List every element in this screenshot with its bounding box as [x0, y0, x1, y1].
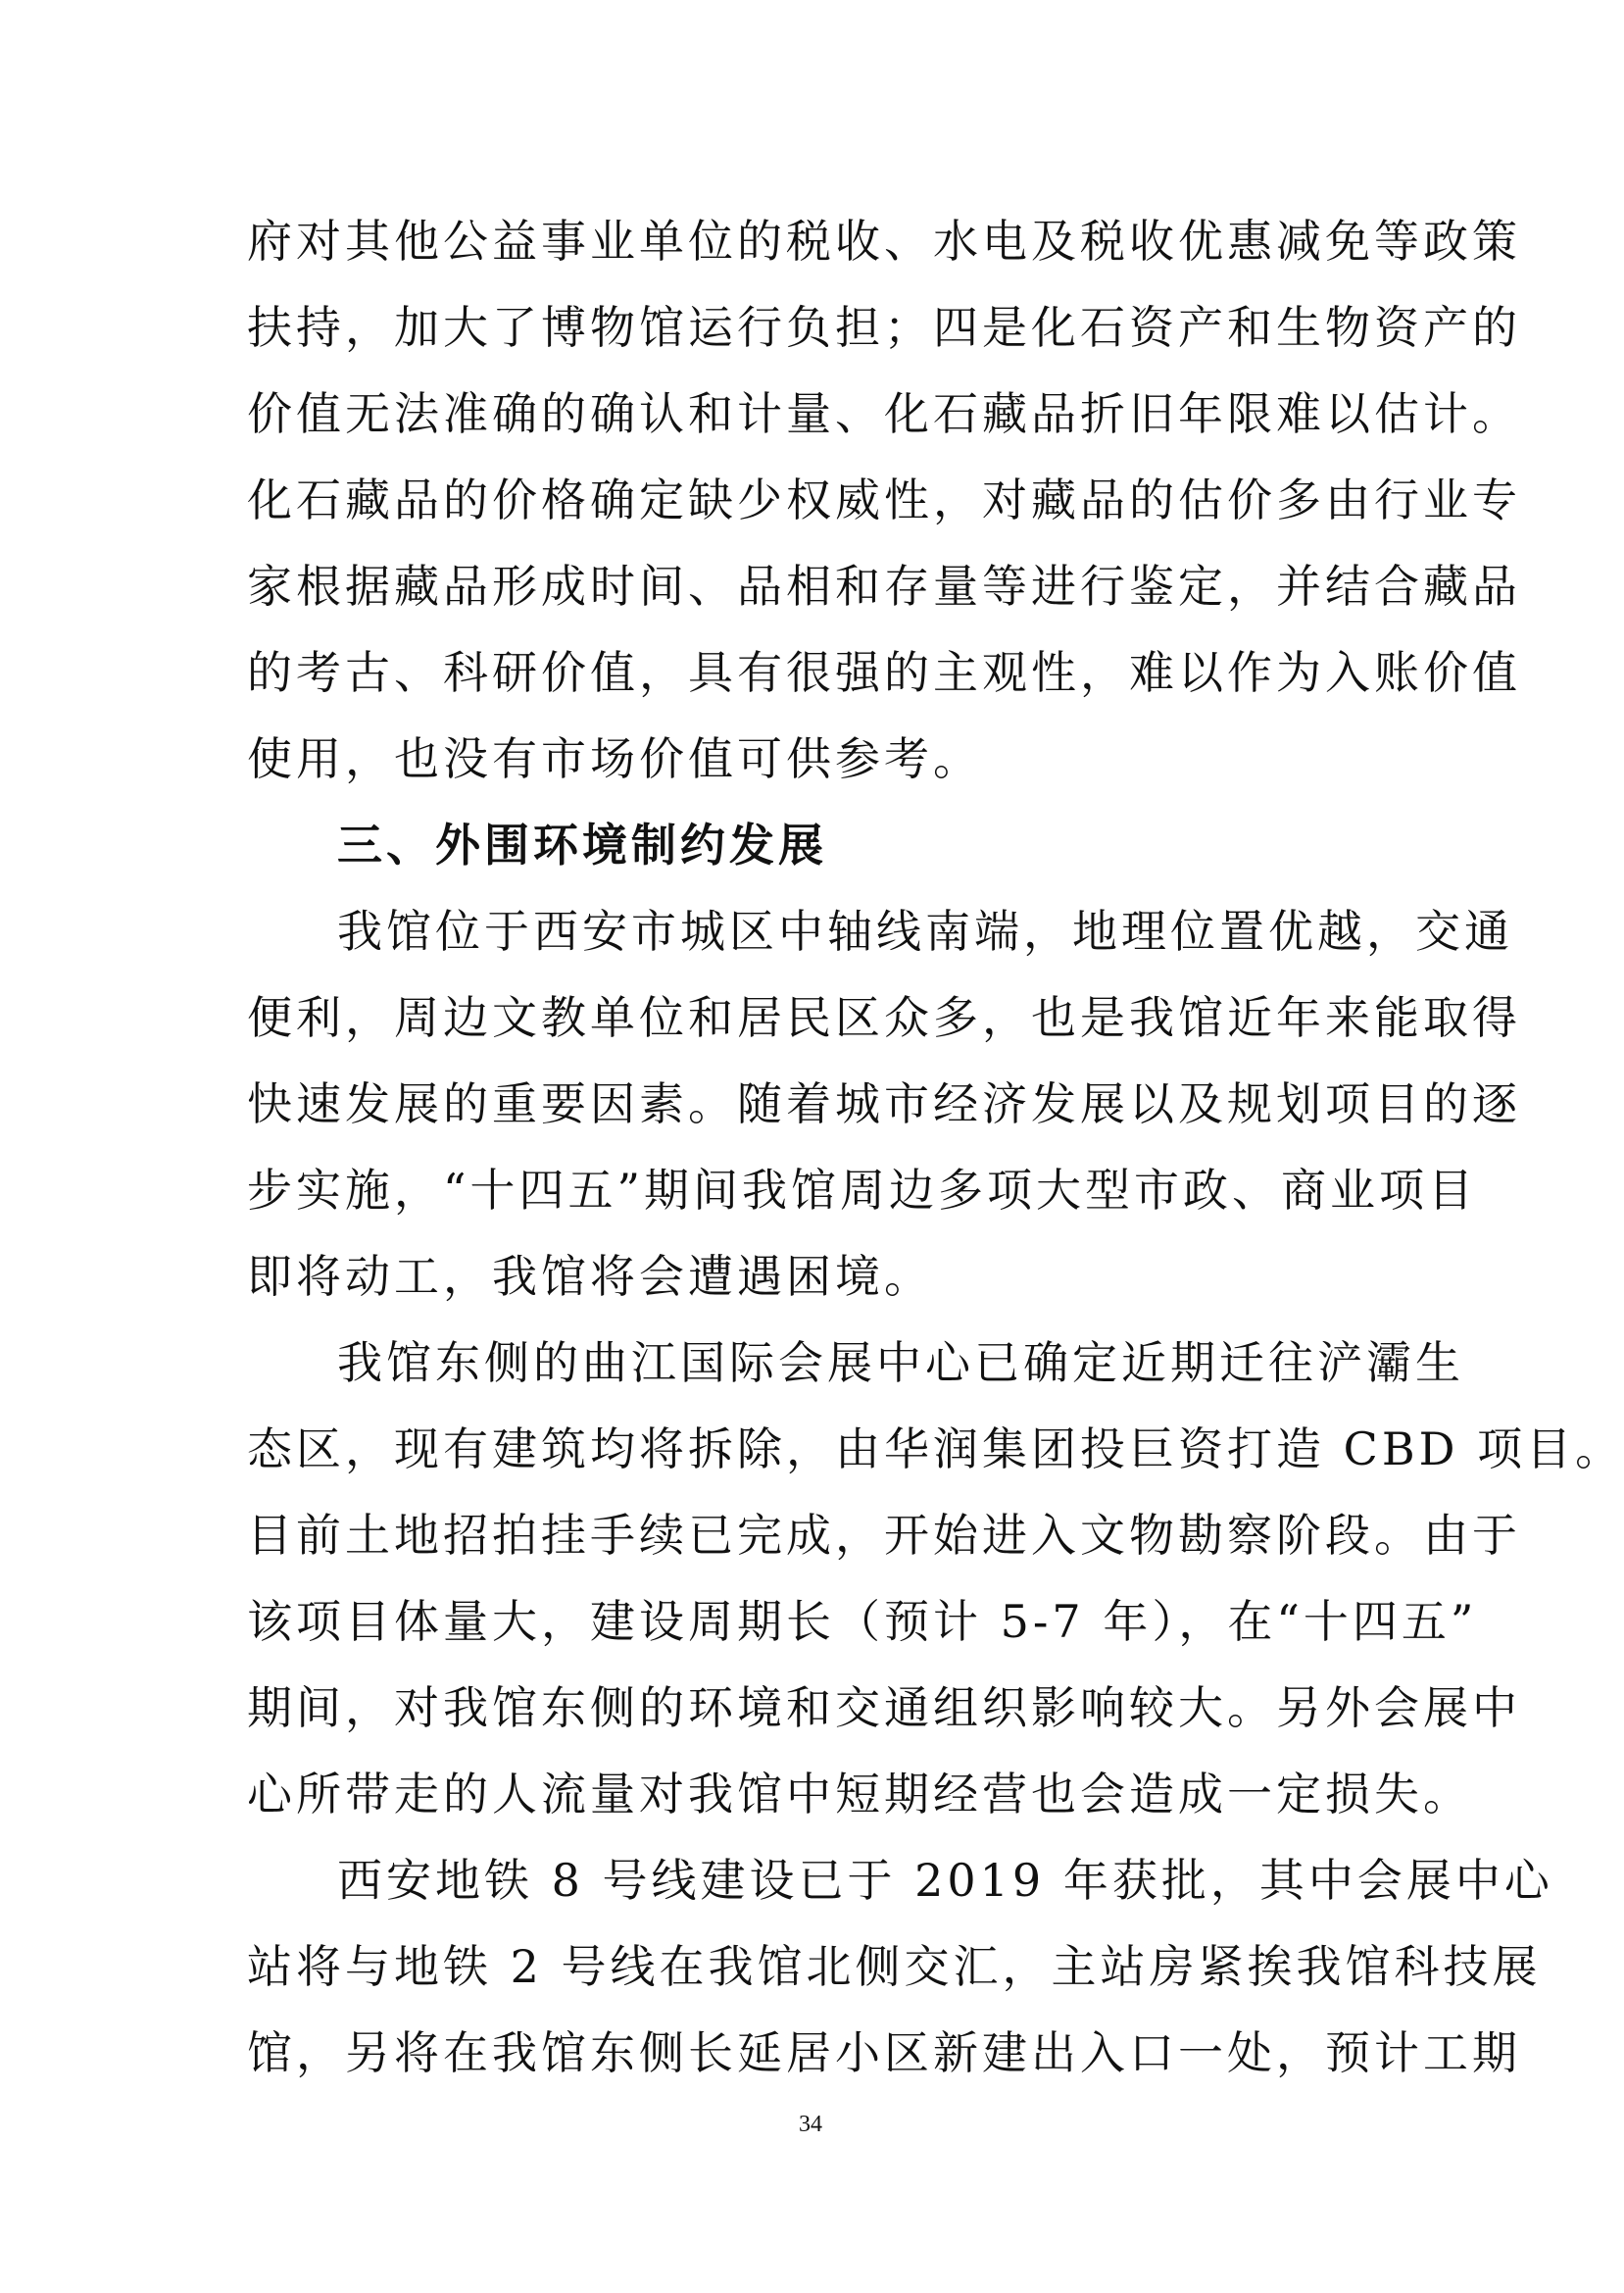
text-line: 该项目体量大，建设周期长（预计 5-7 年），在“十四五” [247, 1595, 1478, 1648]
text-line: 家根据藏品形成时间、品相和存量等进行鉴定，并结合藏品 [247, 560, 1521, 613]
text-line: 期间，对我馆东侧的环境和交通组织影响较大。另外会展中 [247, 1681, 1521, 1734]
text-line: 目前土地招拍挂手续已完成，开始进入文物勘察阶段。由于 [247, 1509, 1521, 1562]
text-line: 使用，也没有市场价值可供参考。 [247, 732, 982, 785]
text-line: 府对其他公益事业单位的税收、水电及税收优惠减免等政策 [247, 215, 1521, 268]
text-line: 站将与地铁 2 号线在我馆北侧交汇，主站房紧挨我馆科技展 [247, 1940, 1542, 1993]
section-heading: 三、外围环境制约发展 [337, 819, 827, 872]
text-line: 扶持，加大了博物馆运行负担；四是化石资产和生物资产的 [247, 301, 1521, 354]
text-line: 馆，另将在我馆东侧长延居小区新建出入口一处，预计工期 [247, 2026, 1521, 2079]
text-line: 的考古、科研价值，具有很强的主观性，难以作为入账价值 [247, 646, 1521, 699]
text-line: 心所带走的人流量对我馆中短期经营也会造成一定损失。 [247, 1768, 1472, 1820]
text-line: 便利，周边文教单位和居民区众多，也是我馆近年来能取得 [247, 991, 1521, 1044]
paragraph-first-line: 我馆位于西安市城区中轴线南端，地理位置优越，交通 [337, 905, 1513, 958]
text-line: 快速发展的重要因素。随着城市经济发展以及规划项目的逐 [247, 1077, 1521, 1130]
paragraph-first-line: 西安地铁 8 号线建设已于 2019 年获批，其中会展中心 [337, 1854, 1553, 1907]
text-line: 即将动工，我馆将会遭遇困境。 [247, 1250, 933, 1303]
page-number: 34 [799, 2112, 822, 2137]
text-line: 步实施，“十四五”期间我馆周边多项大型市政、商业项目 [247, 1164, 1478, 1217]
paragraph-first-line: 我馆东侧的曲江国际会展中心已确定近期迁往浐灞生 [337, 1336, 1464, 1389]
text-line: 态区，现有建筑均将拆除，由华润集团投巨资打造 CBD 项目。 [247, 1422, 1624, 1475]
text-line: 化石藏品的价格确定缺少权威性，对藏品的估价多由行业专 [247, 474, 1521, 526]
text-line: 价值无法准确的确认和计量、化石藏品折旧年限难以估计。 [247, 387, 1521, 440]
